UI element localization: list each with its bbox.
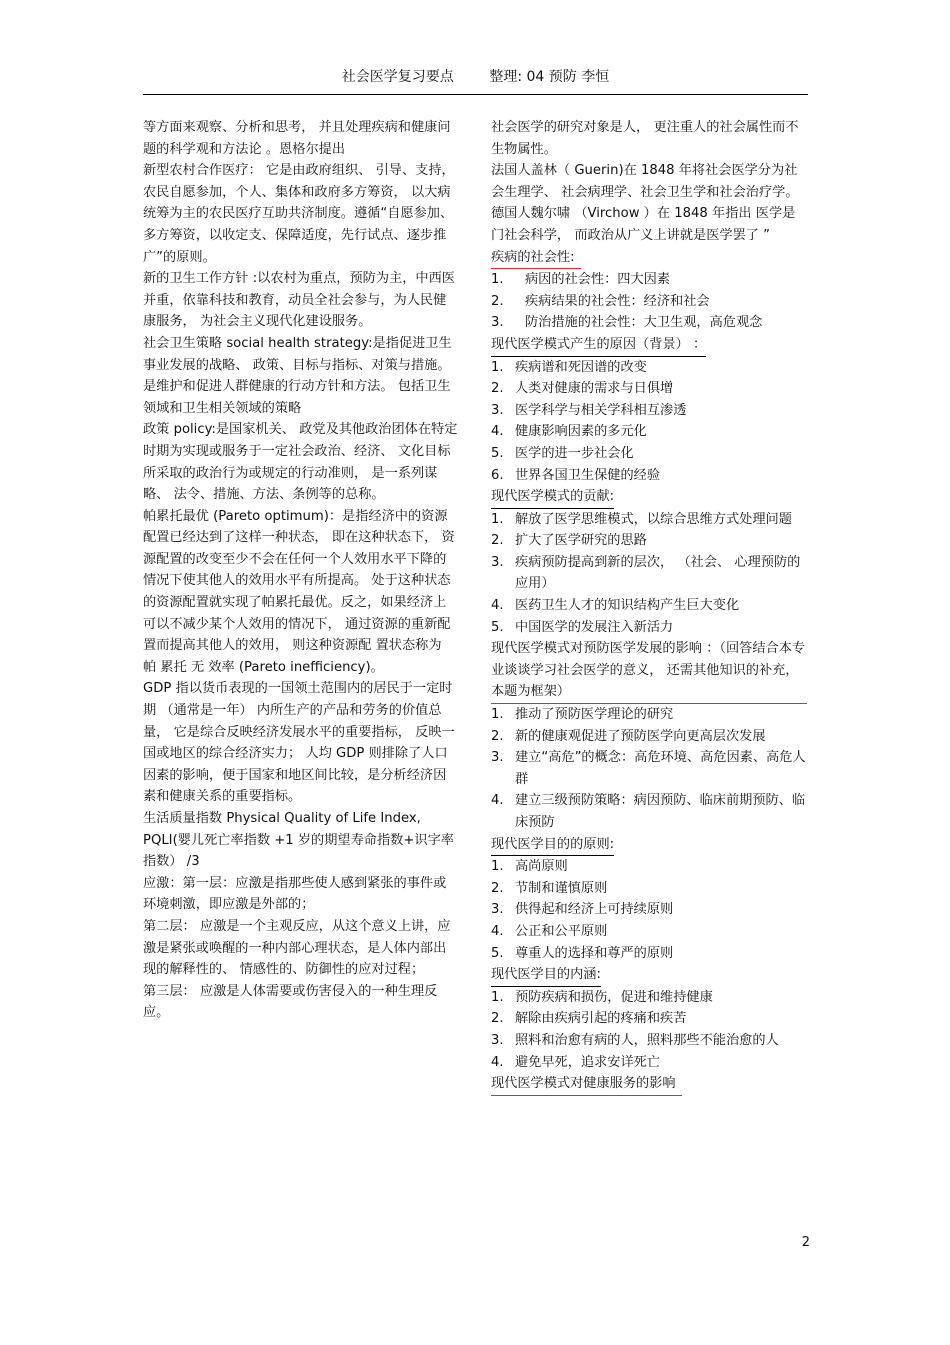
paragraph-stress-level-3: 第三层： 应激是人体需要或伤害侵入的一种生理反应。 — [143, 983, 438, 1021]
paragraph-research-object: 社会医学的研究对象是人， 更注重人的社会属性而不生物属性。 — [491, 120, 799, 157]
list-item: 1. 疾病谱和死因谱的改变 — [491, 359, 647, 375]
page-number: 2 — [801, 1235, 810, 1250]
section-heading-purpose-principle: 现代医学目的的原则: — [491, 834, 807, 857]
list-item: 2. 疾病结果的社会性：经济和社会 — [491, 293, 710, 309]
list-item: 5. 中国医学的发展注入新活力 — [491, 619, 674, 635]
list-item: 1. 推动了预防医学理论的研究 — [491, 707, 674, 723]
list-preventive-influence — [491, 704, 807, 834]
list-item: 3. 防治措施的社会性：大卫生观，高危观念 — [491, 315, 763, 331]
section-heading-purpose-connotation: 现代医学目的内涵: — [491, 964, 807, 987]
right-column — [491, 117, 807, 1096]
section-heading-model-contribution: 现代医学模式的贡献: — [491, 486, 807, 509]
paragraph-virchow: 德国人魏尔啸 （Virchow ）在 1848 年指出 医学是门社会科学， 而政治从广义上讲就是医学罢了 ” — [491, 206, 796, 243]
paragraph-policy: 政策 policy:是国家机关、 政党及其他政治团体在特定时期为实现或服务于一定社会政治、经济、 文化目标所采取的政治行为或规定的行动准则， 是一系列谋略、 法令、措施、方法、条例等的总称。 — [143, 422, 458, 503]
list-purpose-connotation — [491, 987, 807, 1073]
list-item: 3. 医学科学与相关学科相互渗透 — [491, 402, 687, 418]
list-item: 4. 避免早死，追求安详死亡 — [491, 1054, 661, 1070]
paragraph-stress-level-2: 第二层： 应激是一个主观反应，从这个意义上讲，应激是紧张或唤醒的一种内部心理状态，是人体内部出现的解释性的、 情感性的、防御性的应对过程； — [143, 918, 451, 978]
left-column — [143, 117, 458, 1024]
list-model-contribution — [491, 509, 807, 639]
header-credit: 整理: 04 预防 李恒 — [489, 69, 610, 85]
paragraph-health-work-policy: 新的卫生工作方针 :以农村为重点，预防为主，中西医并重，依靠科技和教育，动员全社会参与，为人民健康服务， 为社会主义现代化建设服务。 — [143, 271, 455, 330]
paragraph-gdp: GDP 指以货币表现的一国领土范围内的居民于一定时期 （通常是一年） 内所生产的产品和劳务的价值总量， 它是综合反映经济发展水平的重要指标， 反映一国或地区的综合经济实力； 人均 GDP 则排除了人口因素的影响，便于国家和地区间比较，是分析经济因素和健康关系的重要指标。 — [143, 681, 455, 805]
paragraph-rural-cooperative-medical: 新型农村合作医疗： 它是由政府组织、 引导、支持，农民自愿参加，个人、集体和政府多方筹资， 以大病统筹为主的农民医疗互助共济制度。遵循“自愿参加、多方筹资，以收定支、保障适度，先行试点、逐步推广”的原则。 — [143, 163, 455, 265]
list-item: 4. 医药卫生人才的知识结构产生巨大变化 — [491, 598, 740, 614]
paragraph-social-health-strategy: 社会卫生策略 social health strategy:是指促进卫生事业发展的战略、 政策、目标与指标、对策与措施。 是维护和促进人群健康的行动方针和方法。 包括卫生领域和卫生相关领域的策略 — [143, 335, 452, 416]
list-item: 1. 高尚原则 — [491, 859, 568, 875]
paragraph-pqli: 生活质量指数 Physical Quality of Life Index, PQLI(婴儿死亡率指数 +1 岁的期望寿命指数+识字率指数） /3 — [143, 811, 454, 870]
list-item: 4. 公正和公平原则 — [491, 923, 608, 939]
list-item: 3. 疾病预防提高到新的层次， （社会、 心理预防的应用） — [491, 554, 801, 592]
list-item: 2. 人类对健康的需求与日俱增 — [491, 381, 674, 397]
paragraph-guerin: 法国人盖林（ Guerin)在 1848 年将社会医学分为社会生理学、 社会病理学、社会卫生学和社会治疗学。 — [491, 163, 799, 200]
list-item: 3. 建立“高危”的概念：高危环境、高危因素、高危人群 — [491, 750, 806, 787]
list-item: 4. 建立三级预防策略：病因预防、临床前期预防、临床预防 — [491, 793, 806, 830]
list-item: 5. 尊重人的选择和尊严的原则 — [491, 945, 674, 961]
section-heading-health-service-influence: 现代医学模式对健康服务的影响 — [491, 1073, 807, 1096]
section-heading-preventive-influence: 现代医学模式对预防医学发展的影响 ：（回答结合本专业谈谈学习社会医学的意义， 还需其他知识的补充，本题为框架） — [491, 638, 807, 704]
list-item: 2. 新的健康观促进了预防医学向更高层次发展 — [491, 728, 766, 744]
paragraph-methodology: 等方面来观察、分析和思考， 并且处理疾病和健康问题的科学观和方法论 。恩格尔提出 — [143, 120, 451, 157]
paragraph-pareto: 帕累托最优 (Pareto optimum)：是指经济中的资源配置已经达到了这样一种状态， 即在这种状态下， 资源配置的改变至少不会在任何一个人效用水平下降的情况下使其他人的效用水平有所提高。 处于这种状态的资源配置就实现了帕累托最优。反之，如果经济上可以不减少某个人效用的情况下， 通过资源的重新配置而提高其他人的效用， 则这种资源配 置状态称为 帕 累托 无 效率 (Pareto inefficiency)。 — [143, 508, 455, 675]
list-purpose-principle — [491, 856, 807, 964]
list-item: 1. 解放了医学思维模式，以综合思维方式处理问题 — [491, 511, 792, 527]
list-item: 2. 扩大了医学研究的思路 — [491, 533, 647, 549]
header-rule — [143, 94, 808, 95]
list-item: 2. 解除由疾病引起的疼痛和疾苦 — [491, 1011, 687, 1027]
list-model-reason — [491, 357, 807, 487]
list-item: 3. 供得起和经济上可持续原则 — [491, 902, 674, 918]
list-social-disease — [491, 269, 807, 334]
list-item: 1. 预防疾病和损伤，促进和维持健康 — [491, 989, 713, 1005]
list-item: 3. 照料和治愈有病的人，照料那些不能治愈的人 — [491, 1032, 779, 1048]
list-item: 6. 世界各国卫生保健的经验 — [491, 467, 661, 483]
header-title: 社会医学复习要点 — [341, 69, 454, 85]
section-heading-social-disease: 疾病的社会性: — [491, 247, 807, 270]
section-heading-model-reason: 现代医学模式产生的原因（背景） ： — [491, 334, 807, 357]
list-item: 2. 节制和谨慎原则 — [491, 880, 608, 896]
paragraph-stress-level-1: 应激：第一层：应激是指那些使人感到紧张的事件或环境刺激，即应激是外部的； — [143, 875, 447, 913]
list-item: 4. 健康影响因素的多元化 — [491, 424, 647, 440]
list-item: 5. 医学的进一步社会化 — [491, 445, 634, 461]
list-item: 1. 病因的社会性：四大因素 — [491, 272, 671, 288]
page-header — [143, 62, 808, 92]
